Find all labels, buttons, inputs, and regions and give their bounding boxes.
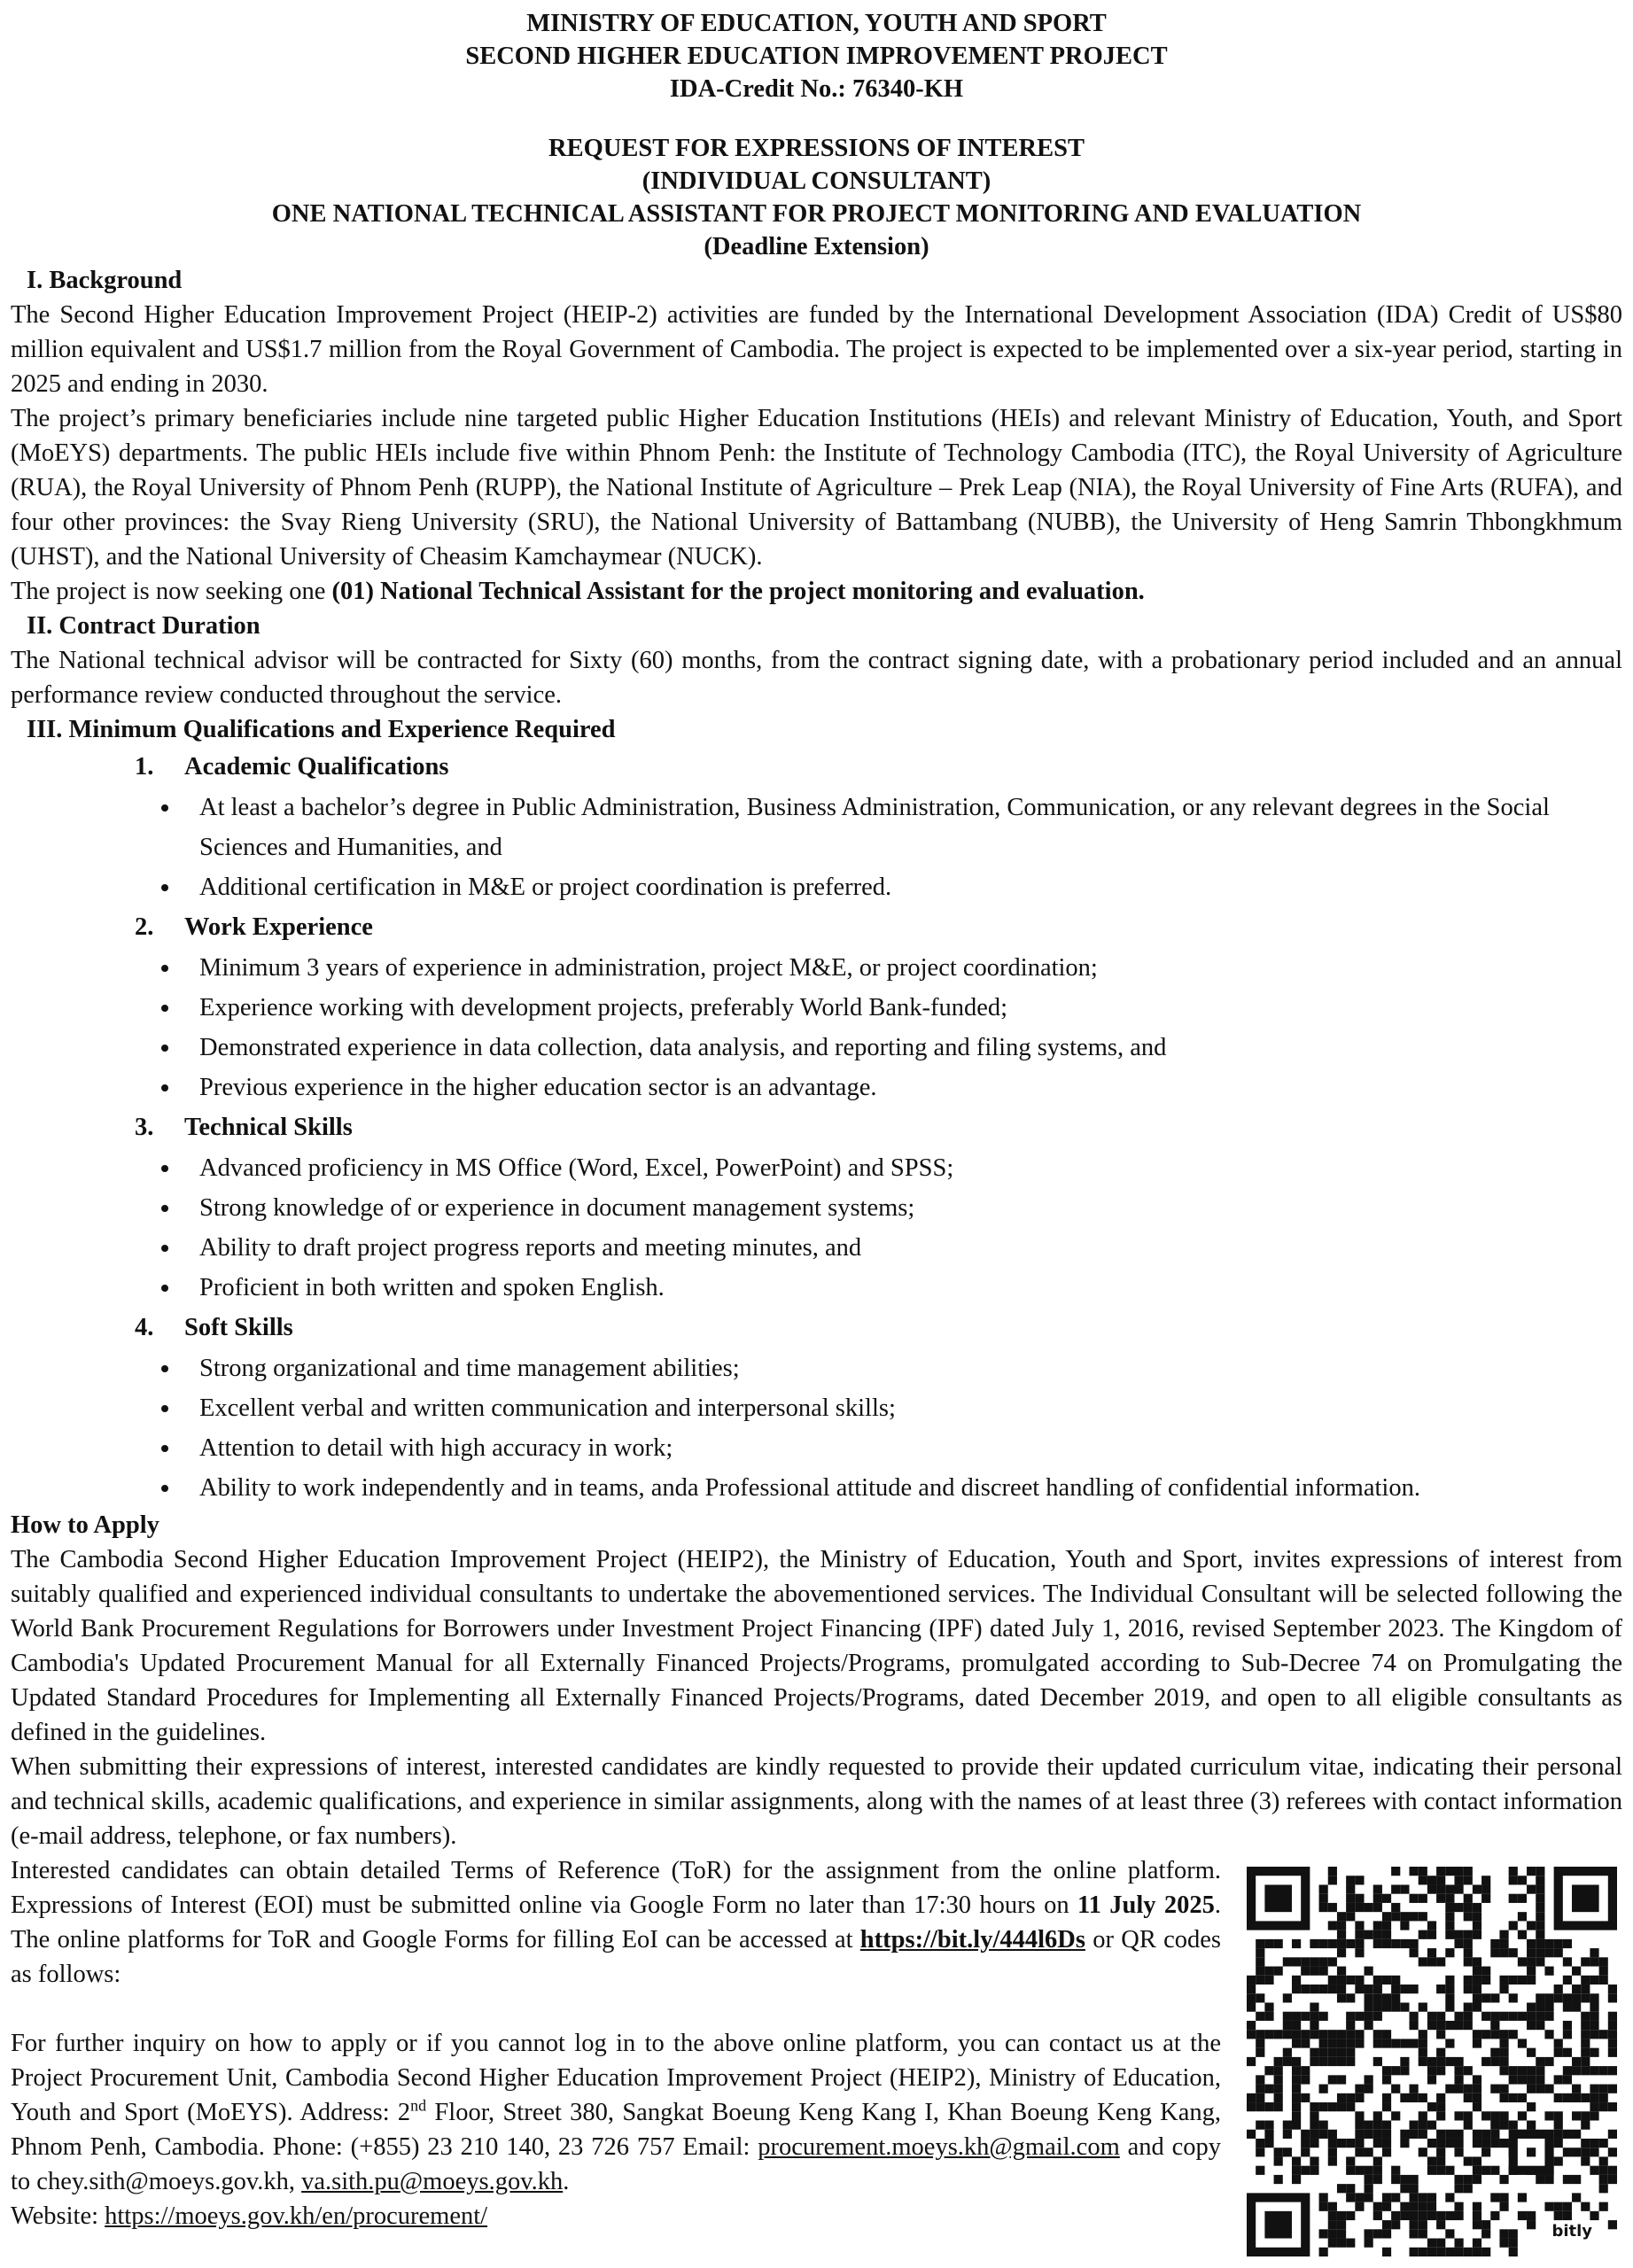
qualification-group-title: 1. Academic Qualifications <box>135 753 449 781</box>
website-link[interactable]: https://moeys.gov.kh/en/procurement/ <box>105 2202 488 2230</box>
how-to-apply-title: How to Apply <box>11 1511 159 1539</box>
qualification-group-title: 2. Work Experience <box>135 913 373 941</box>
section-background-title: I. Background <box>27 267 183 294</box>
credit-number: IDA-Credit No.: 76340-KH <box>669 75 964 103</box>
project-title: SECOND HIGHER EDUCATION IMPROVEMENT PROJECT <box>465 43 1168 70</box>
list-item: Advanced proficiency in MS Office (Word, Excel, PowerPoint) and SPSS; <box>11 1148 1622 1188</box>
list-item: Experience working with development projects, preferably World Bank-funded; <box>11 988 1622 1028</box>
procurement-email-link[interactable]: procurement.moeys.kh@gmail.com <box>758 2133 1120 2161</box>
list-item: Ability to draft project progress reports and meeting minutes, and <box>11 1228 1622 1268</box>
document-header <box>11 7 1622 263</box>
background-paragraph-2: The project’s primary beneficiaries include nine targeted public Higher Education Institutions (HEIs) and relevant Ministry of Education, Youth, and Sport (MoEYS) departments. The public HEIs include five within Phnom Penh: the Institute of Technology Cambodia (ITC), the Royal University of Agriculture (RUA), the Royal University of Phnom Penh (RUPP), the National Institute of Agriculture – Prek Leap (NIA), the Royal University of Fine Arts (RUFA), and four other provinces: the Svay Rieng University (SRU), the National University of Battambang (NUBB), the University of Heng Samrin Thbongkhmum (UHST), and the National University of Cheasim Kamchaymear (NUCK). <box>11 405 1622 571</box>
qualification-groups <box>11 747 1622 1508</box>
background-paragraph-1: The Second Higher Education Improvement Project (HEIP-2) activities are funded by the International Development Association (IDA) Credit of US$80 million equivalent and US$1.7 million from the Royal Government of Cambodia. The project is expected to be implemented over a six-year period, starting in 2025 and ending in 2030. <box>11 301 1622 398</box>
list-item: Proficient in both written and spoken English. <box>11 1268 1622 1308</box>
list-item: Ability to work independently and in teams, anda Professional attitude and discreet handling of confidential information. <box>11 1468 1622 1508</box>
copy-email-link[interactable]: va.sith.pu@moeys.gov.kh <box>301 2168 564 2195</box>
deadline-extension: (Deadline Extension) <box>704 233 929 260</box>
how-to-apply-paragraph-2: When submitting their expressions of interest, interested candidates are kindly requested to provide their updated curriculum vitae, indicating their personal and technical skills, academic qualifications, and experience in similar assignments, along with the names of at least three (3) referees with contact information (e-mail address, telephone, or fax numbers). <box>11 1753 1622 1850</box>
list-item: Previous experience in the higher education sector is an advantage. <box>11 1068 1622 1107</box>
list-item: At least a bachelor’s degree in Public Administration, Business Administration, Communication, or any relevant degrees in the Social Sciences and Humanities, and <box>11 788 1622 867</box>
list-item: Minimum 3 years of experience in administration, project M&E, or project coordination; <box>11 948 1622 988</box>
qualification-bullet-list <box>11 1148 1622 1308</box>
bitly-logo: bitly <box>1551 2222 1592 2241</box>
position-title: ONE NATIONAL TECHNICAL ASSISTANT FOR PROJECT MONITORING AND EVALUATION <box>271 200 1362 228</box>
qualification-bullet-list <box>11 1348 1622 1508</box>
list-item: Additional certification in M&E or project coordination is preferred. <box>11 867 1622 907</box>
list-item: Attention to detail with high accuracy in work; <box>11 1428 1622 1468</box>
qr-code-graphic <box>1247 1867 1617 2256</box>
contract-paragraph: The National technical advisor will be contracted for Sixty (60) months, from the contract signing date, with a probationary period included and an annual performance review conducted throughout the service. <box>11 647 1622 709</box>
how-to-apply-paragraph-3: Interested candidates can obtain detailed Terms of Reference (ToR) for the assignment from the online platform. Expressions of Interest (EOI) must be submitted online via Google Form no later than 17:30 hours on 11 July 2025. The online platforms for ToR and Google Forms for filling EoI can be accessed at https://bit.ly/444l6Ds or QR codes as follows: <box>11 1857 1221 1988</box>
qualification-group-title: 3. Technical Skills <box>135 1114 353 1141</box>
deadline-date: 11 July 2025 <box>1077 1891 1215 1919</box>
list-item: Strong organizational and time management abilities; <box>11 1348 1622 1388</box>
list-item: Excellent verbal and written communication and interpersonal skills; <box>11 1388 1622 1428</box>
website-line: Website: https://moeys.gov.kh/en/procurement/ <box>11 2202 488 2230</box>
consultant-type: (INDIVIDUAL CONSULTANT) <box>642 167 991 195</box>
qualification-group-title: 4. Soft Skills <box>135 1314 293 1341</box>
list-item: Demonstrated experience in data collection, data analysis, and reporting and filing systems, and <box>11 1028 1622 1068</box>
tor-link[interactable]: https://bit.ly/444l6Ds <box>859 1926 1085 1953</box>
inquiry-paragraph: For further inquiry on how to apply or if you cannot log in to the above online platform, you can contact us at the Project Procurement Unit, Cambodia Second Higher Education Improvement Project (HEIP2), Ministry of Education, Youth and Sport (MoEYS). Address: 2nd Floor, Street 380, Sangkat Boeung Keng Kang I, Khan Boeung Keng Kang, Phnom Penh, Cambodia. Phone: (+855) 23 210 140, 23 726 757 Email: procurement.moeys.kh@gmail.com and copy to chey.sith@moeys.gov.kh, va.sith.pu@moeys.gov.kh. <box>11 2030 1221 2195</box>
how-to-apply-paragraph-1: The Cambodia Second Higher Education Improvement Project (HEIP2), the Ministry of Education, Youth and Sport, invites expressions of interest from suitably qualified and experienced individual consultants to undertake the abovementioned services. The Individual Consultant will be selected following the World Bank Procurement Regulations for Borrowers under Investment Project Financing (IPF) dated July 1, 2016, revised September 2023. The Kingdom of Cambodia's Updated Procurement Manual for all Externally Financed Projects/Programs, promulgated according to Sub-Decree 74 on Promulgating the Updated Standard Procedures for Implementing all Externally Financed Projects/Programs, dated December 2019, and open to all eligible consultants as defined in the guidelines. <box>11 1546 1622 1746</box>
qualification-bullet-list <box>11 788 1622 907</box>
contact-column <box>11 1853 1221 2233</box>
background-paragraph-3: The project is now seeking one (01) National Technical Assistant for the project monitoring and evaluation. <box>11 578 1145 605</box>
request-title: REQUEST FOR EXPRESSIONS OF INTEREST <box>548 135 1085 162</box>
list-item: Strong knowledge of or experience in document management systems; <box>11 1188 1622 1228</box>
qr-code[interactable] <box>1247 1867 1617 2256</box>
section-contract-title: II. Contract Duration <box>27 612 261 640</box>
section-qualifications-title: III. Minimum Qualifications and Experience Required <box>27 716 616 743</box>
ministry-title: MINISTRY OF EDUCATION, YOUTH AND SPORT <box>526 10 1107 37</box>
qualification-bullet-list <box>11 948 1622 1107</box>
